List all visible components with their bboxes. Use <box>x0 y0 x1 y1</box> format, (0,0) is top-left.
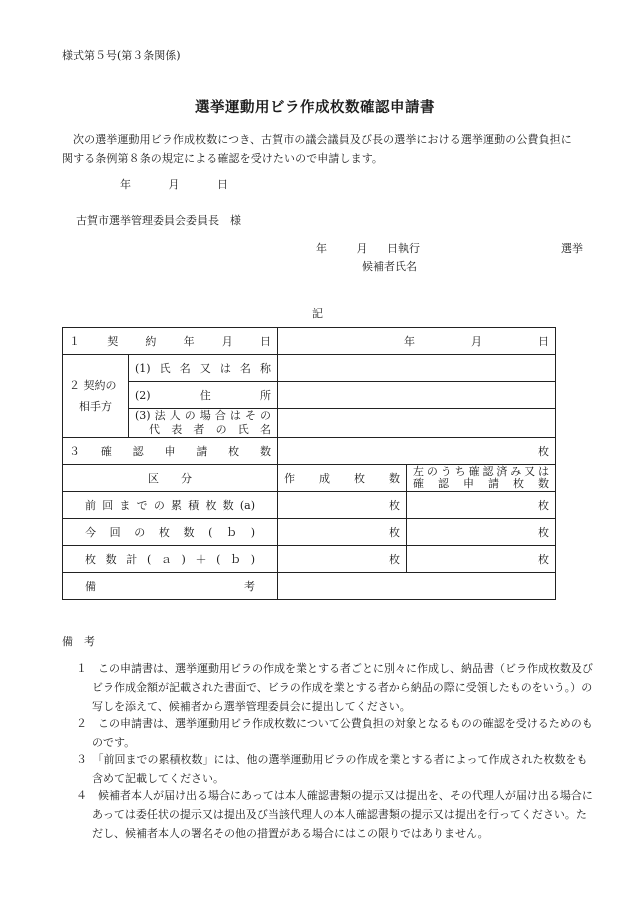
table-row <box>63 438 556 465</box>
note-item: ４ 候補者本人が届け出る場合にあっては本人確認書類の提示又は提出を、その代理人が届け出る場合にあっては委任状の提示又は提出及び当該代理人の本人確認書類の提示又は提出を行ってください。ただし、候補者本人の署名その他の措置がある場合にはこの限りではありません。 <box>76 789 593 840</box>
table-row <box>63 409 556 438</box>
address-label: (2)住所 <box>129 382 278 409</box>
table-row <box>63 328 556 355</box>
notes-heading: 備 考 <box>62 635 95 648</box>
application-date[interactable] <box>120 176 228 192</box>
election-date[interactable] <box>316 240 420 256</box>
application-table <box>62 327 556 600</box>
confirmed-count-header: 左のうち確認済み又は 確認申請枚数 <box>407 465 556 492</box>
note-item: ３ 「前回までの累積枚数」には、他の選挙運動用ビラの作成を業とする者によって作成された枚数をも含めて記載してください。 <box>76 753 588 785</box>
confirm-count-label: ３ 確 認 申 請 枚 数 <box>63 438 278 465</box>
party-label: ２ 契約の 相手方 <box>63 355 129 438</box>
note-item: １ この申請書は、選挙運動用ビラの作成を業とする者ごとに別々に作成し、納品書（ビラ作成枚数及びビラ作成金額が記載された書面で、ビラの作成を業とする者から納品の際に受領したものをいう。）の写しを添えて、候補者から選挙管理委員会に提出してください。 <box>76 662 593 713</box>
table-row <box>63 382 556 409</box>
election-year: 年 <box>316 242 327 255</box>
remarks-label: 備 考 <box>63 573 278 600</box>
date-month: 月 <box>168 178 180 191</box>
representative-label: (3)法人の場合はその 代表者の氏名 <box>129 409 278 438</box>
row-label: 枚数計(ａ)＋(ｂ) <box>63 546 278 573</box>
candidate-name-label: 候補者氏名 <box>362 260 417 273</box>
date-year: 年 <box>120 178 131 191</box>
contract-date-field[interactable] <box>278 328 556 355</box>
made-count-header: 作 成 枚 数 <box>278 465 407 492</box>
note-item: ２ この申請書は、選挙運動用ビラ作成枚数について公費負担の対象となるものの確認を受けるためのものです。 <box>76 717 593 749</box>
row-label: 今回の枚数(ｂ) <box>63 519 278 546</box>
contract-day: 日 <box>538 335 550 348</box>
ki-heading: 記 <box>312 307 323 320</box>
contract-date-label: １ 契 約 年 月 日 <box>63 328 278 355</box>
addressee: 古賀市選挙管理委員会委員長 様 <box>76 214 241 227</box>
address-field[interactable] <box>278 382 556 409</box>
confirmed-count-cell[interactable]: 枚 <box>407 492 556 519</box>
intro-paragraph: 次の選挙運動用ビラ作成枚数につき、古賀市の議会議員及び長の選挙における選挙運動の公費負担に関する条例第８条の規定による確認を受けたいので申請します。 <box>62 133 572 165</box>
table-row <box>63 573 556 600</box>
representative-field[interactable] <box>278 409 556 438</box>
election-name[interactable]: 選挙 <box>561 242 583 255</box>
remarks-field[interactable] <box>278 573 556 600</box>
contract-month: 月 <box>471 335 483 348</box>
page-title: 選挙運動用ビラ作成枚数確認申請書 <box>195 99 435 116</box>
table-row <box>63 519 556 546</box>
confirmed-count-cell[interactable]: 枚 <box>407 519 556 546</box>
category-header: 区 分 <box>63 465 278 492</box>
table-row <box>63 465 556 492</box>
made-count-cell[interactable]: 枚 <box>278 546 407 573</box>
name-field[interactable] <box>278 355 556 382</box>
table-row <box>63 546 556 573</box>
contract-year: 年 <box>404 335 416 348</box>
made-count-cell[interactable]: 枚 <box>278 492 407 519</box>
confirm-count-field[interactable]: 枚 <box>278 438 556 465</box>
table-row <box>63 492 556 519</box>
election-month: 月 <box>356 242 368 255</box>
confirmed-count-cell[interactable]: 枚 <box>407 546 556 573</box>
date-day: 日 <box>217 178 228 191</box>
row-label: 前回までの累積枚数(a) <box>63 492 278 519</box>
made-count-cell[interactable]: 枚 <box>278 519 407 546</box>
election-day-held: 日執行 <box>387 242 420 255</box>
form-number: 様式第５号(第３条関係) <box>62 49 181 62</box>
table-row <box>63 355 556 382</box>
name-label: (1)氏名又は名称 <box>129 355 278 382</box>
